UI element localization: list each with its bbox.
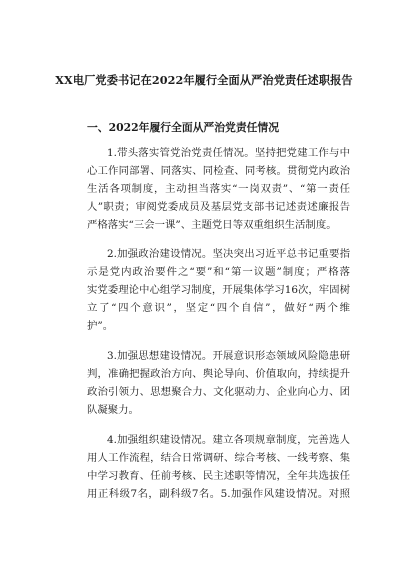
- paragraph-line: 心工作同部署、同落实、同检查、同考核。贯彻党内政治: [87, 165, 350, 177]
- paragraph-line: 4.加强组织建设情况。建立各项规章制度，完善选人: [107, 434, 350, 446]
- paragraph-line: 人”职责；审阅党委成员及基层党支部书记述责述廉报告: [87, 201, 350, 213]
- paragraph-line: 用人工作流程，结合日常调研、综合考核、一线考察、集: [87, 452, 350, 464]
- paragraph-line: 示是党内政治要件之“要”和“第一议题”制度；严格落: [87, 266, 350, 278]
- paragraph-line: 严格落实“三会一课”、主题党日等双重组织生活制度。: [87, 219, 337, 231]
- paragraph-line: 中学习教育、任前考核、民主述职等情况，全年共选拔任: [87, 470, 350, 482]
- paragraph-line: 立了“四个意识”，坚定“四个自信”，做好“两个维: [87, 302, 350, 314]
- paragraph-line: 1.带头落实管党治党责任情况。坚持把党建工作与中: [107, 147, 350, 159]
- paragraph-line: 2.加强政治建设情况。坚决突出习近平总书记重要指: [107, 248, 350, 260]
- paragraph-line: 用正科级7名，副科级7名。5.加强作风建设情况。对照: [87, 488, 350, 500]
- paragraph-line: 护”。: [87, 320, 114, 332]
- paragraph-line: 判，准确把握政治方向、舆论导向、价值取向，持续提升: [87, 368, 350, 380]
- paragraph-line: 生活各项制度，主动担当落实“一岗双责”、“第一责任: [87, 183, 350, 195]
- paragraph-line: 实党委理论中心组学习制度，开展集体学习16次，牢固树: [87, 284, 350, 296]
- document-title: XX电厂党委书记在2022年履行全面从严治党责任述职报告: [55, 73, 353, 87]
- paragraph-line: 政治引领力、思想聚合力、文化驱动力、企业向心力、团: [87, 386, 350, 398]
- section-heading: 一、2022年履行全面从严治党责任情况: [87, 121, 280, 134]
- paragraph-line: 队凝聚力。: [87, 404, 139, 416]
- paragraph-line: 3.加强思想建设情况。开展意识形态领域风险隐患研: [107, 350, 350, 362]
